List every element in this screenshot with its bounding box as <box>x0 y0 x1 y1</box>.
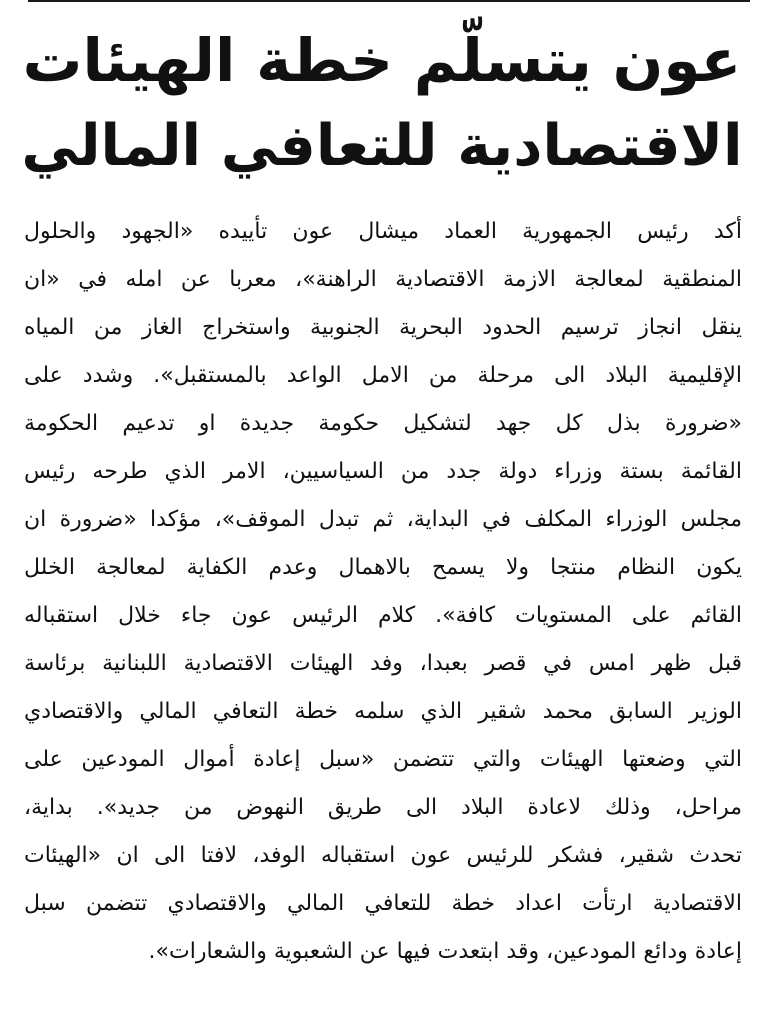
article-body <box>24 208 742 976</box>
body-line: ينقل انجاز ترسيم الحدود البحرية الجنوبية واستخراج الغاز من المياه <box>24 315 742 340</box>
headline-line-2: الاقتصادية للتعافي المالي <box>21 113 743 179</box>
body-line: مراحل، وذلك لاعادة البلاد الى طريق النهوض من جديد». بداية، <box>24 795 742 820</box>
body-line: يكون النظام منتجا ولا يسمح بالاهمال وعدم الكفاية لمعالجة الخلل <box>24 555 742 580</box>
body-line: القائم على المستويات كافة». كلام الرئيس عون جاء خلال استقباله <box>24 603 742 628</box>
body-line: قبل ظهر امس في قصر بعبدا، وفد الهيئات الاقتصادية اللبنانية برئاسة <box>24 651 742 676</box>
body-line: الإقليمية البلاد الى مرحلة من الامل الواعد بالمستقبل». وشدد على <box>24 363 742 388</box>
body-line-last: إعادة ودائع المودعين، وقد ابتعدت فيها عن الشعبوية والشعارات». <box>148 939 742 964</box>
body-line: مجلس الوزراء المكلف في البداية، ثم تبدل الموقف»، مؤكدا «ضرورة ان <box>24 507 742 532</box>
article-headline <box>20 20 744 198</box>
body-line: الاقتصادية ارتأت اعداد خطة للتعافي المالي والاقتصادي تتضمن سبل <box>24 891 742 916</box>
body-line: القائمة بستة وزراء دولة جدد من السياسيين، الامر الذي طرحه رئيس <box>24 459 742 484</box>
body-line: المنطقية لمعالجة الازمة الاقتصادية الراهنة»، معربا عن امله في «ان <box>24 267 742 292</box>
body-line: أكد رئيس الجمهورية العماد ميشال عون تأييده «الجهود والحلول <box>24 219 742 244</box>
headline-line-1: عون يتسلّم خطة الهيئات <box>22 27 742 96</box>
body-line: الوزير السابق محمد شقير الذي سلمه خطة التعافي المالي والاقتصادي <box>24 699 742 724</box>
top-rule-divider <box>28 0 750 2</box>
body-line: التي وضعتها الهيئات والتي تتضمن «سبل إعادة أموال المودعين على <box>24 747 742 772</box>
body-line: تحدث شقير، فشكر للرئيس عون استقباله الوفد، لافتا الى ان «الهيئات <box>24 843 742 868</box>
body-line: «ضرورة بذل كل جهد لتشكيل حكومة جديدة او تدعيم الحكومة <box>24 411 742 436</box>
